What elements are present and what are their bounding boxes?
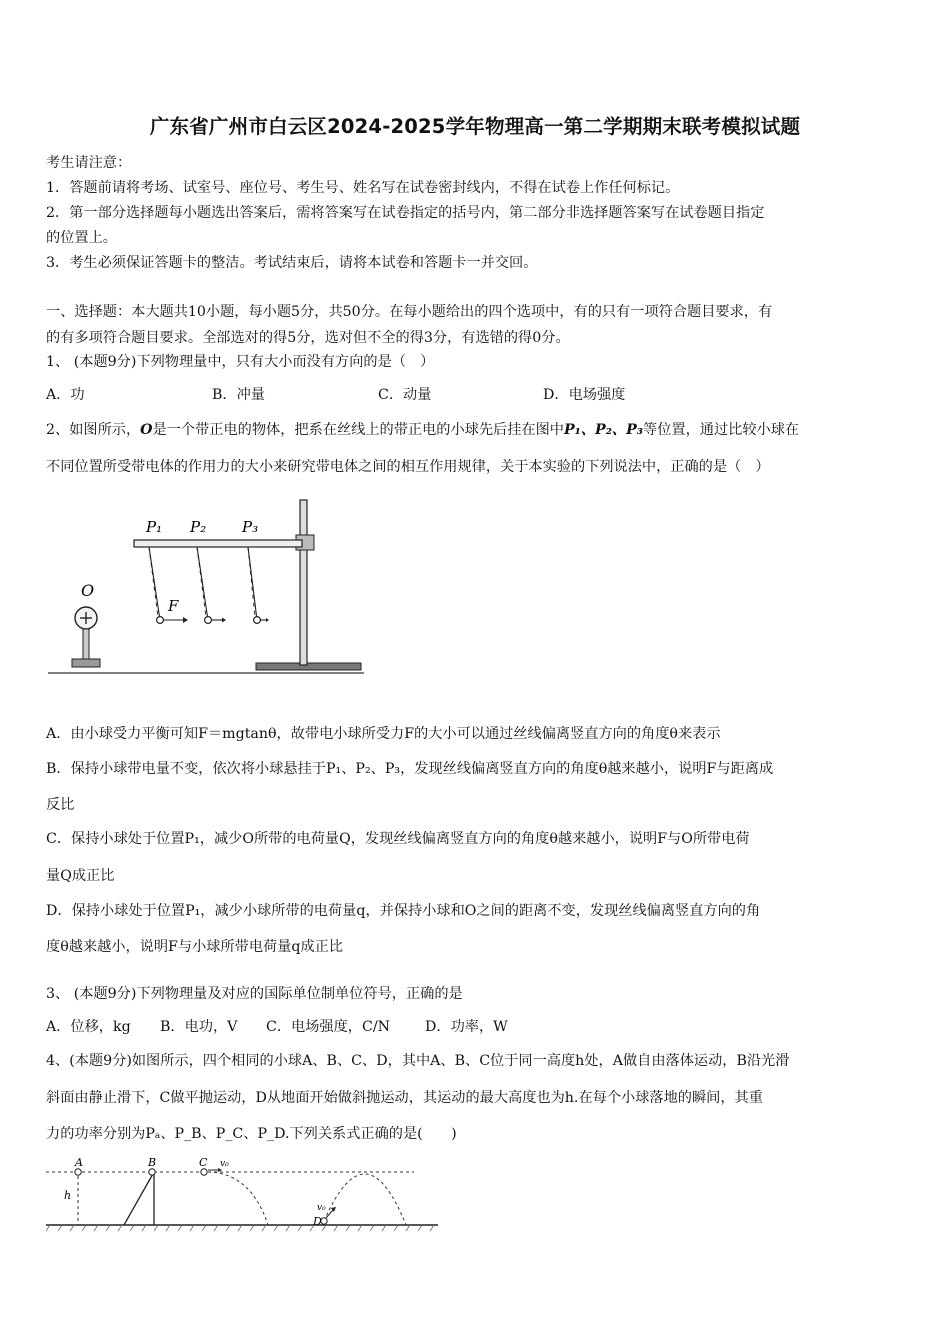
- q2-option-a: A．由小球受力平衡可知F＝mgtanθ，故带电小球所受力F的大小可以通过丝线偏离竖直方向的角度θ来表示: [46, 726, 721, 742]
- ball-c: [201, 1169, 207, 1175]
- q2-stem-part-2: 是一个带正电的物体，把系在丝线上的带正电的小球先后挂在图中: [152, 422, 564, 438]
- label-p2: P₂: [190, 518, 207, 536]
- q3-option-d: D．功率，W: [425, 1019, 508, 1035]
- label-d-v0: v₀: [317, 1203, 326, 1213]
- label-p3: P₃: [242, 518, 259, 536]
- stand-pole: [300, 500, 307, 665]
- label-a: A: [75, 1156, 83, 1169]
- q1-stem: 1、 (本题9分)下列物理量中，只有大小而没有方向的是（ ）: [46, 354, 435, 370]
- p2-thread: [197, 547, 208, 620]
- ground-hatch: [46, 1225, 434, 1231]
- q2-stem-part-3: 等位置，通过比较小球在: [643, 422, 800, 438]
- p3-thread: [248, 547, 257, 620]
- page-title: 广东省广州市白云区2024-2025学年物理高一第二学期期末联考模拟试题: [149, 115, 801, 138]
- label-f: F: [168, 597, 179, 615]
- q1-option-d: D．电场强度: [543, 387, 626, 403]
- ball-a: [75, 1169, 81, 1175]
- q2-option-b-cont: 反比: [46, 797, 75, 813]
- q4-stem-line-2: 斜面由静止滑下，C做平抛运动，D从地面开始做斜抛运动，其运动的最大高度也为h.在每个小球落地的瞬间，其重: [46, 1090, 763, 1106]
- q1-option-b: B．冲量: [212, 387, 265, 403]
- insulating-stand: [83, 629, 89, 661]
- q2-option-c-cont: 量Q成正比: [46, 868, 115, 884]
- ball-p2: [205, 617, 212, 624]
- notice-item-1: 1．答题前请将考场、试室号、座位号、考生号、姓名写在试卷密封线内，不得在试卷上作任何标记。: [46, 180, 680, 196]
- d-trajectory: [324, 1174, 406, 1225]
- q2-option-d-cont: 度θ越来越小，说明F与小球所带电荷量q成正比: [46, 939, 344, 955]
- q2-stem-positions: P₁、P₂、P₃: [563, 422, 643, 438]
- notice-item-2-cont: 的位置上。: [46, 230, 117, 246]
- notice-item-3: 3．考生必须保证答题卡的整洁。考试结束后，请将本试卷和答题卡一并交回。: [46, 255, 538, 271]
- label-o: O: [81, 581, 95, 600]
- q4-stem-line-3: 力的功率分别为Pₐ、P_B、P_C、P_D.下列关系式正确的是( ): [46, 1126, 457, 1142]
- q3-option-b: B．电功，V: [160, 1019, 238, 1035]
- q3-option-a: A．位移，kg: [46, 1019, 131, 1035]
- c-trajectory: [208, 1172, 268, 1225]
- section-1-intro: 一、选择题：本大题共10小题，每小题5分，共50分。在每小题给出的四个选项中，有的只有一项符合题目要求，有: [46, 304, 773, 320]
- label-c-v0: v₀: [220, 1159, 229, 1169]
- q4-stem-line-1: 4、(本题9分)如图所示，四个相同的小球A、B、C、D，其中A、B、C位于同一高度h处，A做自由落体运动，B沿光滑: [46, 1053, 790, 1069]
- q2-option-b: B．保持小球带电量不变，依次将小球悬挂于P₁、P₂、P₃，发现丝线偏离竖直方向的角度θ越来越小，说明F与距离成: [46, 761, 774, 777]
- ball-b: [149, 1169, 155, 1175]
- q3-option-c: C．电场强度，C/N: [266, 1019, 391, 1035]
- q2-option-c: C．保持小球处于位置P₁，减少O所带的电荷量Q，发现丝线偏离竖直方向的角度θ越来越小，说明F与O所带电荷: [46, 831, 750, 847]
- force-arrowhead-p3: [266, 618, 269, 622]
- label-p1: P₁: [146, 518, 163, 536]
- label-c: C: [199, 1156, 208, 1169]
- incline-slope: [124, 1172, 154, 1225]
- force-arrowhead-p2: [222, 618, 226, 623]
- label-d: D: [313, 1215, 322, 1228]
- p1-thread: [149, 547, 160, 620]
- force-arrowhead-p1: [183, 617, 188, 623]
- q2-stem-part-1: 2、如图所示，: [46, 422, 141, 438]
- section-1-intro-cont: 的有多项符合题目要求。全部选对的得5分，选对但不全的得3分，有选错的得0分。: [46, 330, 570, 346]
- horizontal-bar: [134, 540, 302, 547]
- notice-item-2: 2．第一部分选择题每小题选出答案后，需将答案写在试卷指定的括号内，第二部分非选择题答案写在试卷题目指定: [46, 205, 765, 221]
- stand-base: [256, 663, 361, 670]
- q2-figure: [46, 495, 376, 680]
- q4-figure: [46, 1155, 441, 1235]
- q2-stem-cont: 不同位置所受带电体的作用力的大小来研究带电体之间的相互作用规律，关于本实验的下列说法中，正确的是（ ）: [46, 459, 770, 475]
- q1-option-c: C．动量: [378, 387, 432, 403]
- notice-heading: 考生请注意：: [46, 155, 132, 171]
- q1-option-a: A．功: [46, 387, 85, 403]
- label-h: h: [64, 1189, 72, 1202]
- stand-foot: [72, 659, 100, 667]
- ball-p1: [157, 617, 164, 624]
- q2-option-d: D．保持小球处于位置P₁，减少小球所带的电荷量q，并保持小球和O之间的距离不变，发现丝线偏离竖直方向的角: [46, 903, 761, 919]
- q2-stem: [46, 421, 908, 439]
- ball-p3: [254, 617, 261, 624]
- label-b: B: [148, 1156, 157, 1169]
- q2-stem-o: O: [140, 422, 153, 438]
- q3-stem: 3、 (本题9分)下列物理量及对应的国际单位制单位符号，正确的是: [46, 986, 463, 1002]
